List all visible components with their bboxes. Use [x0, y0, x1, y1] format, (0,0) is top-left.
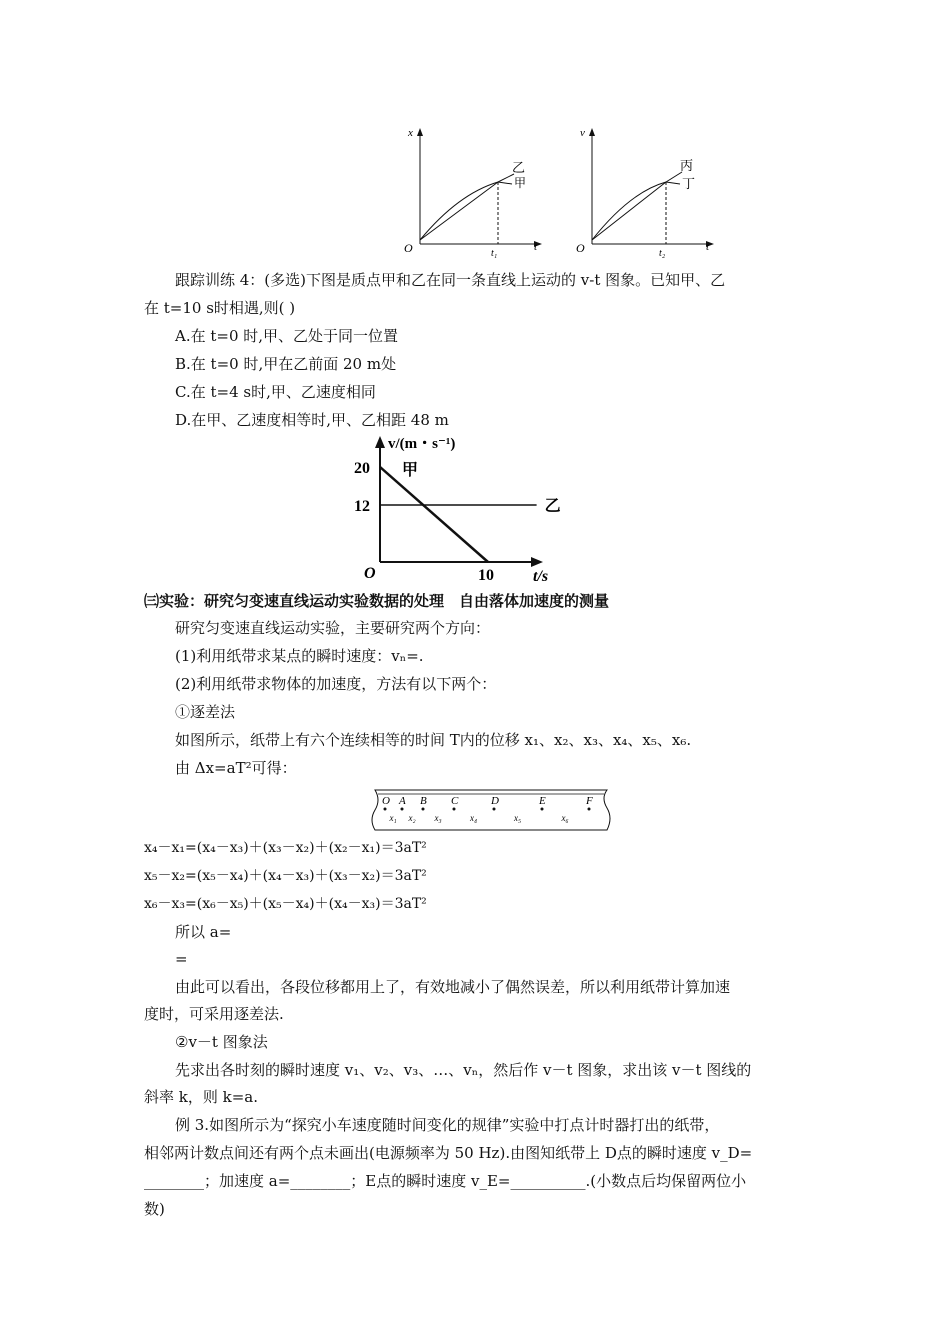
tape-dot-A: [401, 808, 404, 811]
body-line-4: ①逐差法: [175, 703, 236, 721]
paragraph-2b: 斜率 k，则 k=a.: [144, 1088, 258, 1106]
tape-seg-label-3: x₃: [434, 813, 442, 823]
tape-dot-C: [453, 808, 456, 811]
y-tick-label-2: 12: [354, 498, 370, 515]
vt-small-curve1: 丙: [680, 158, 694, 173]
x-axis-label: t/s: [533, 568, 549, 585]
xt-x-label: t: [534, 241, 538, 253]
method-2-heading: ②v－t 图象法: [175, 1033, 268, 1051]
y-axis-arrow: [375, 436, 385, 448]
option-b: B.在 t=0 时,甲在乙前面 20 m处: [175, 355, 397, 373]
paragraph-1b: 度时，可采用逐差法.: [144, 1005, 284, 1023]
example-line-4: 数): [144, 1200, 165, 1218]
tape-seg-label-2: x₂: [408, 813, 416, 823]
vt-small-curve2: 丁: [682, 176, 696, 191]
y-axis-label: v/(m・s⁻¹): [388, 436, 456, 452]
section-title: ㈢实验：研究匀变速直线运动实验数据的处理 自由落体加速度的测量: [144, 592, 610, 610]
series-line-1: [380, 467, 488, 562]
tape-point-label-O: O: [382, 795, 390, 807]
tape-seg-label-5: x₅: [514, 813, 522, 823]
body-line-6: 由 Δx=aT²可得：: [175, 759, 297, 777]
exercise-stem-2: 在 t=10 s时相遇,则( ): [144, 299, 296, 317]
x-axis-arrow: [531, 557, 543, 567]
body-line-1: 研究匀变速直线运动实验，主要研究两个方向：: [175, 619, 491, 637]
tape-dot-O: [384, 808, 387, 811]
tape-dot-E: [541, 808, 544, 811]
paper-tape: [365, 788, 615, 832]
body-line-2: (1)利用纸带求某点的瞬时速度：vₙ=.: [175, 647, 424, 665]
example-line-2: 相邻两计数点间还有两个点未画出(电源频率为 50 Hz).由图知纸带上 D点的瞬时速度 v_D=: [144, 1144, 753, 1162]
tape-point-label-C: C: [451, 795, 459, 807]
option-c: C.在 t=4 s时,甲、乙速度相同: [175, 383, 376, 401]
xt-curve2: 甲: [514, 176, 527, 190]
option-d: D.在甲、乙速度相等时,甲、乙相距 48 m: [175, 411, 449, 429]
tape-point-label-A: A: [399, 795, 406, 807]
vt-chart: [350, 434, 570, 589]
example-line-1: 例 3.如图所示为“探究小车速度随时间变化的规律”实验中打点计时器打出的纸带，: [175, 1116, 720, 1134]
tape-point-label-F: F: [586, 795, 593, 807]
chart-origin: O: [364, 565, 376, 582]
exercise-stem-1: 跟踪训练 4：(多选)下图是质点甲和乙在同一条直线上运动的 v-t 图象。已知甲、乙: [175, 271, 726, 289]
equation-1: x₄－x₁=(x₄－x₃)＋(x₃－x₂)＋(x₂－x₁)＝3aT²: [144, 840, 427, 856]
tape-point-label-D: D: [491, 795, 499, 807]
xt-tick: t₁: [491, 248, 498, 259]
equation-3: x₆－x₃=(x₆－x₅)＋(x₅－x₄)＋(x₄－x₃)＝3aT²: [144, 896, 427, 912]
tape-dot-F: [588, 808, 591, 811]
series-label-1: 甲: [402, 462, 419, 479]
y-tick-label-1: 20: [354, 460, 370, 477]
paragraph-2a: 先求出各时刻的瞬时速度 v₁、v₂、v₃、…、vₙ，然后作 v－t 图象，求出该 v－t 图线的: [175, 1061, 752, 1079]
tape-dot-D: [493, 808, 496, 811]
equals-line: =: [175, 950, 188, 968]
so-a-equals: 所以 a=: [175, 923, 232, 941]
tape-dot-B: [422, 808, 425, 811]
vt-small-y-label: v: [580, 127, 585, 139]
equation-2: x₅－x₂=(x₅－x₄)＋(x₄－x₃)＋(x₃－x₂)＝3aT²: [144, 868, 427, 884]
body-line-3: (2)利用纸带求物体的加速度，方法有以下两个：: [175, 675, 497, 693]
xt-y-label: x: [408, 127, 413, 139]
xt-curve1: 乙: [512, 160, 526, 175]
xt-origin: O: [404, 241, 413, 255]
tape-point-label-E: E: [539, 795, 546, 807]
vt-small-x-label: t: [706, 241, 710, 253]
tape-seg-label-4: x₄: [470, 813, 478, 823]
example-line-3: ________；加速度 a=________；E点的瞬时速度 v_E=__________.(小数点后均保留两位小: [144, 1172, 747, 1190]
xt-graph: [398, 124, 548, 259]
option-a: A.在 t=0 时,甲、乙处于同一位置: [175, 327, 399, 345]
tape-seg-label-6: x₆: [561, 813, 569, 823]
vt-small-tick: t₂: [659, 248, 666, 259]
body-line-5: 如图所示，纸带上有六个连续相等的时间 T内的位移 x₁、x₂、x₃、x₄、x₅、x₆.: [175, 731, 692, 749]
series-label-2: 乙: [544, 498, 561, 515]
vt-small-origin: O: [576, 241, 585, 255]
tape-seg-label-1: x₁: [389, 813, 397, 823]
x-tick-label-1: 10: [478, 567, 494, 584]
vt-small-graph: [570, 124, 720, 259]
tape-point-label-B: B: [420, 795, 427, 807]
paragraph-1a: 由此可以看出，各段位移都用上了，有效地减小了偶然误差，所以利用纸带计算加速: [175, 978, 731, 996]
